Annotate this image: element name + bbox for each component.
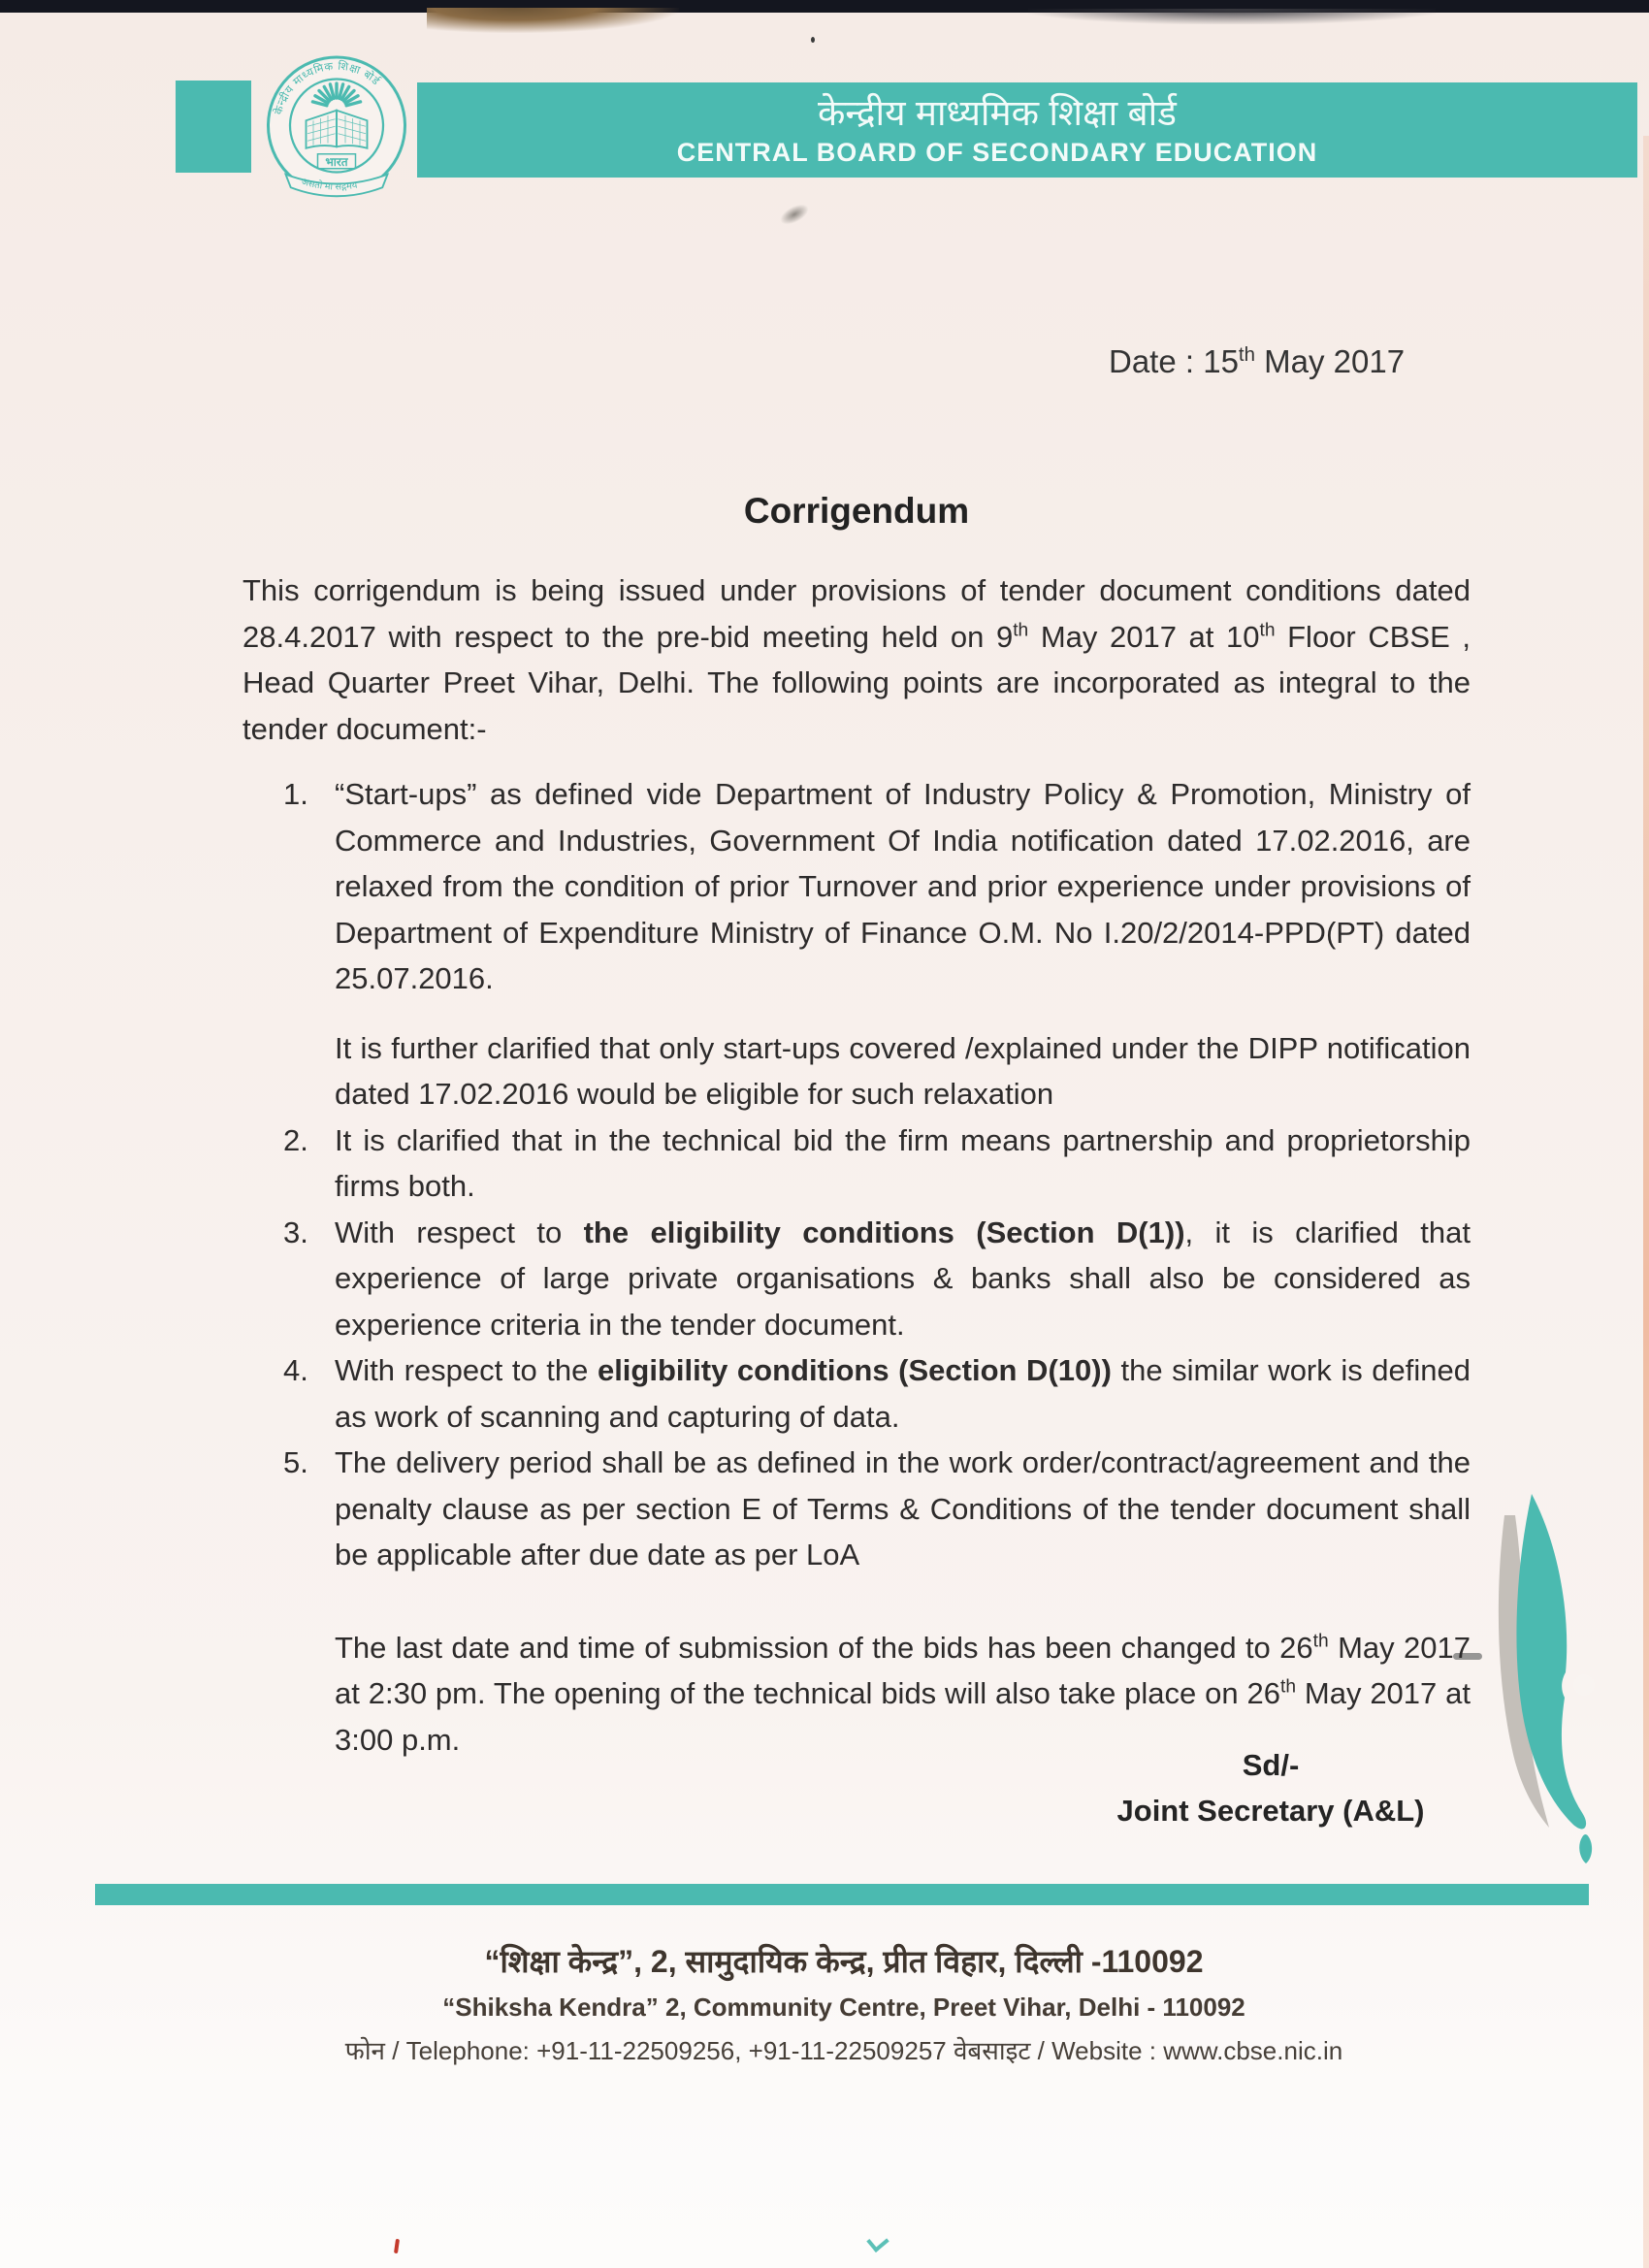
date-line: Date : 15th May 2017 <box>1109 343 1406 379</box>
intro-paragraph: This corrigendum is being issued under provisions of tender document conditions dated 28.4.2017 with respect to the pre-bid meeting held on 9th May 2017 at 10th Floor CBSE , Head Quarter Preet Vihar, Delhi. The following points are incorporated as integral to the tender document:- <box>242 573 1471 746</box>
signature-sd: Sd/- <box>1242 1748 1300 1782</box>
list-item <box>242 1347 1471 1440</box>
scan-artifact <box>866 2230 889 2252</box>
list-item-text: With respect to the eligibility conditions (Section D(1)), it is clarified that experience of large private organisations & banks shall also be considered as experience criteria in the tender document. <box>335 1215 1471 1342</box>
emblem-motto: असतो मा सद्गमय <box>300 176 359 193</box>
scan-artifact <box>427 8 679 33</box>
list-item-text: It is clarified that in the technical bid the firm means partnership and proprietorship firms both. <box>335 1122 1471 1203</box>
list-item <box>242 1210 1471 1348</box>
list-item <box>242 771 1471 1118</box>
list-item <box>242 1440 1471 1578</box>
scan-artifact <box>1028 9 1436 24</box>
footer <box>97 1942 1591 2067</box>
footer-contact-line: फोन / Telephone: +91-11-22509256, +91-11-22509257 वेबसाइट / Website : www.cbse.nic.in <box>344 2036 1343 2065</box>
list-item-text: With respect to the eligibility conditions (Section D(10)) the similar work is defined as work of scanning and capturing of data. <box>335 1353 1471 1434</box>
list-item <box>242 1118 1471 1210</box>
signature-block <box>1067 1742 1474 1833</box>
list-item-text: The delivery period shall be as defined in the work order/contract/agreement and the penalty clause as per section E of Terms & Conditions of the tender document shall be applicable after due date as per LoA <box>335 1445 1471 1571</box>
letterhead-left-block <box>176 81 251 173</box>
leaf-drop <box>1579 1834 1592 1863</box>
closing-paragraph: The last date and time of submission of the bids has been changed to 26th May 2017 at 2:30 pm. The opening of the technical bids will also take place on 26th May 2017 at 3:00 p.m. <box>335 1630 1471 1757</box>
list-item-text: “Start-ups” as defined vide Department of Industry Policy & Promotion, Ministry of Commerce and Industries, Government Of India notification dated 17.02.2016, are relaxed from the condition of prior Turnover and prior experience under provisions of Department of Expenditure Ministry of Finance O.M. No I.20/2/2014-PPD(PT) dated 25.07.2016. <box>335 777 1471 995</box>
list-item-number: 5. <box>283 1445 308 1479</box>
document-title: Corrigendum <box>743 491 970 531</box>
list-item-number: 4. <box>283 1353 308 1387</box>
scan-artifact <box>777 200 812 228</box>
scan-artifact <box>811 37 815 43</box>
list-item-number: 3. <box>283 1215 308 1249</box>
cbse-emblem-logo <box>264 53 409 207</box>
scan-right-edge <box>1643 136 1649 2268</box>
emblem-country-label: भारत <box>325 154 348 169</box>
leaf-quill-graphic <box>1489 1476 1634 1884</box>
emblem-ring-text: केन्द्रीय माध्यमिक शिक्षा बोर्ड <box>273 60 382 116</box>
ordered-list <box>242 771 1471 1763</box>
header-banner <box>417 82 1637 178</box>
footer-address-english: “Shiksha Kendra” 2, Community Centre, Preet Vihar, Delhi - 110092 <box>442 1993 1245 2022</box>
list-item-subtext: It is further clarified that only start-ups covered /explained under the DIPP notification dated 17.02.2016 would be eligible for such relaxation <box>335 1030 1471 1111</box>
signature-designation: Joint Secretary (A&L) <box>1116 1794 1425 1828</box>
list-item-number: 2. <box>283 1122 308 1157</box>
leaf-notch <box>1573 1674 1595 1696</box>
footer-divider <box>95 1884 1589 1905</box>
footer-address-hindi: “शिक्षा केन्द्र”, 2, सामुदायिक केन्द्र, प्रीत विहार, दिल्ली -110092 <box>484 1944 1204 1979</box>
org-name-english: CENTRAL BOARD OF SECONDARY EDUCATION <box>676 137 1318 167</box>
org-name-hindi: केन्द्रीय माध्यमिक शिक्षा बोर्ड <box>818 92 1177 133</box>
list-item-number: 1. <box>283 777 308 811</box>
scan-artifact <box>394 2239 400 2253</box>
